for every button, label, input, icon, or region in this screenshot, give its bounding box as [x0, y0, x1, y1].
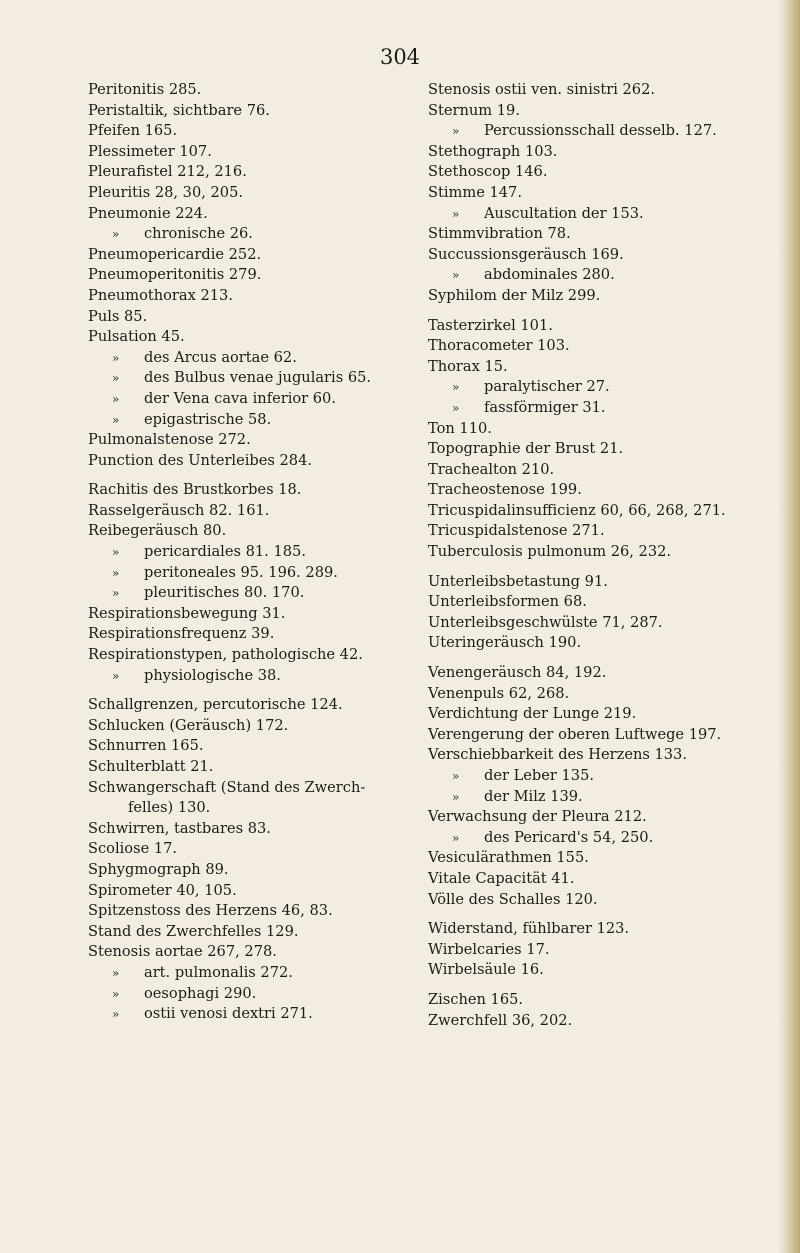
ditto-mark: » [112, 586, 120, 601]
index-entry-text: physiologische 38. [144, 666, 281, 684]
index-entry-text: Tasterzirkel 101. [428, 316, 553, 334]
index-entry [428, 286, 773, 307]
page-edge [778, 0, 800, 1253]
index-entry-text: Stand des Zwerchfelles 129. [88, 922, 299, 940]
index-entry [88, 901, 438, 922]
index-entry-text: abdominales 280. [484, 266, 615, 284]
index-entry [428, 807, 773, 828]
index-entry-text: Respirationsbewegung 31. [88, 604, 286, 622]
index-entry [88, 286, 438, 307]
index-entry [428, 940, 773, 961]
index-subentry [428, 265, 773, 286]
index-entry-text: pleuritisches 80. 170. [144, 584, 305, 602]
index-subentry [88, 583, 438, 604]
index-subentry [428, 398, 773, 419]
index-entry [88, 121, 438, 142]
index-entry-text: Reibegeräusch 80. [88, 522, 227, 540]
ditto-mark: » [452, 769, 460, 783]
index-subentry [88, 389, 438, 410]
index-entry [88, 521, 438, 542]
index-entry [428, 1011, 773, 1032]
index-entry-text: der Milz 139. [484, 787, 583, 805]
index-entry [88, 716, 438, 737]
ditto-mark: » [452, 268, 460, 283]
index-entry-text: Uteringeräusch 190. [428, 634, 582, 652]
index-entry [88, 881, 438, 902]
index-entry [428, 745, 773, 766]
ditto-mark: » [112, 668, 120, 683]
index-entry [428, 460, 773, 481]
index-entry [428, 336, 773, 357]
ditto-mark: » [452, 124, 460, 139]
index-entry [428, 869, 773, 890]
index-entry [88, 101, 438, 122]
index-entry-text: peritoneales 95. 196. 289. [144, 563, 338, 581]
ditto-mark: » [112, 965, 120, 980]
ditto-mark: » [452, 830, 460, 845]
ditto-mark: » [452, 789, 460, 804]
index-entry-text: Verschiebbarkeit des Herzens 133. [428, 746, 687, 764]
index-entry [428, 480, 773, 501]
index-entry [88, 501, 438, 522]
ditto-mark: » [112, 350, 120, 365]
index-entry-text: Scoliose 17. [88, 840, 178, 858]
index-entry [428, 633, 773, 654]
index-entry-text: Puls 85. [88, 307, 148, 325]
index-entry-text: ostii venosi dextri 271. [144, 1005, 313, 1023]
index-entry-text: der Leber 135. [484, 767, 595, 784]
index-group [88, 480, 438, 686]
index-entry-text: Unterleibsgeschwülste 71, 287. [428, 613, 663, 631]
index-entry [428, 101, 773, 122]
index-entry [428, 142, 773, 163]
index-entry [88, 778, 438, 799]
index-entry [428, 663, 773, 684]
ditto-mark: » [112, 371, 120, 386]
index-entry-text: Venenpuls 62, 268. [428, 684, 570, 702]
index-entry-text: des Arcus aortae 62. [144, 348, 297, 366]
index-group [88, 80, 438, 471]
index-entry [88, 162, 438, 183]
index-entry-text: Stenosis ostii ven. sinistri 262. [428, 81, 655, 98]
index-entry [428, 704, 773, 725]
index-group [428, 919, 773, 981]
index-entry-text: Unterleibsbetastung 91. [428, 572, 608, 590]
index-entry-text: Plessimeter 107. [88, 142, 212, 160]
index-entry [88, 695, 438, 716]
index-entry [428, 245, 773, 266]
index-entry-text: Percussionsschall desselb. 127. [484, 122, 717, 140]
index-entry-text: Peritonitis 285. [88, 81, 202, 98]
index-entry [428, 183, 773, 204]
index-entry [88, 204, 438, 225]
index-entry [88, 839, 438, 860]
index-entry [428, 592, 773, 613]
index-subentry [428, 766, 773, 787]
index-entry-text: Spirometer 40, 105. [88, 881, 237, 899]
index-entry [428, 419, 773, 440]
index-entry-text: Syphilom der Milz 299. [428, 286, 601, 304]
index-entry [428, 162, 773, 183]
index-entry-text: Thoracometer 103. [428, 337, 570, 355]
index-subentry [88, 963, 438, 984]
index-entry-text: Schnurren 165. [88, 737, 204, 755]
index-subentry [88, 1004, 438, 1025]
index-entry [428, 990, 773, 1011]
index-entry-text: Pneumonie 224. [88, 204, 208, 222]
index-subentry [428, 828, 773, 849]
index-entry-text: Rachitis des Brustkorbes 18. [88, 481, 302, 499]
index-entry [88, 451, 438, 472]
index-entry-text: felles) 130. [128, 799, 211, 817]
index-entry-text: oesophagi 290. [144, 984, 257, 1002]
index-entry [428, 80, 773, 101]
index-entry-text: Schlucken (Geräusch) 172. [88, 716, 289, 734]
index-entry-text: des Bulbus venae jugularis 65. [144, 369, 372, 387]
index-column-right [428, 80, 773, 1040]
index-entry-text: Wirbelcaries 17. [428, 940, 550, 958]
index-entry-text: Respirationsfrequenz 39. [88, 625, 275, 643]
index-entry [88, 736, 438, 757]
index-entry-text: Schwirren, tastbares 83. [88, 819, 271, 837]
index-entry-text: Pleurafistel 212, 216. [88, 163, 247, 181]
index-entry-text: Unterleibsformen 68. [428, 593, 587, 611]
index-group [428, 572, 773, 654]
index-entry-text: Pneumothorax 213. [88, 286, 233, 304]
index-subentry [428, 121, 773, 142]
index-entry [428, 613, 773, 634]
index-entry-text: Pneumopericardie 252. [88, 245, 262, 263]
index-entry-text: Sternum 19. [428, 101, 520, 119]
index-entry-text: Schallgrenzen, percutorische 124. [88, 696, 343, 714]
index-entry-text: Stimme 147. [428, 183, 522, 201]
index-entry-text: Thorax 15. [428, 357, 508, 375]
index-subentry [88, 563, 438, 584]
ditto-mark: » [452, 400, 460, 415]
index-entry [88, 624, 438, 645]
index-entry-text: Ton 110. [428, 419, 492, 437]
index-entry-text: der Vena cava inferior 60. [144, 389, 336, 407]
ditto-mark: » [112, 227, 120, 242]
index-entry [88, 265, 438, 286]
index-group [428, 663, 773, 910]
index-subentry [88, 348, 438, 369]
index-subentry [88, 666, 438, 687]
index-entry-text: Völle des Schalles 120. [428, 890, 598, 908]
ditto-mark: » [452, 206, 460, 221]
index-entry-text: Succussionsgeräusch 169. [428, 245, 624, 263]
index-entry [88, 183, 438, 204]
index-entry-text: Stenosis aortae 267, 278. [88, 943, 277, 961]
index-entry-text: Tuberculosis pulmonum 26, 232. [428, 543, 672, 561]
index-entry-text: Wirbelsäule 16. [428, 961, 544, 979]
index-entry-text: chronische 26. [144, 225, 253, 243]
index-entry-text: Vesiculärathmen 155. [428, 849, 589, 867]
index-group [428, 990, 773, 1031]
index-entry-text: Widerstand, fühlbarer 123. [428, 920, 630, 938]
index-entry-text: Pulsation 45. [88, 328, 185, 346]
index-entry-text: Trachealton 210. [428, 460, 555, 478]
index-entry-text: Peristaltik, sichtbare 76. [88, 101, 270, 119]
index-entry [88, 604, 438, 625]
index-entry-text: Stethograph 103. [428, 142, 558, 160]
index-entry-text: epigastrische 58. [144, 410, 272, 428]
ditto-mark: » [112, 545, 120, 560]
index-entry-text: Verwachsung der Pleura 212. [428, 808, 647, 826]
index-entry [88, 142, 438, 163]
index-entry [88, 80, 438, 101]
index-entry-text: fassförmiger 31. [484, 398, 606, 416]
ditto-mark: » [112, 565, 120, 580]
index-entry-continuation [88, 798, 438, 819]
index-entry [428, 521, 773, 542]
index-entry [88, 327, 438, 348]
index-subentry [88, 368, 438, 389]
index-entry [88, 922, 438, 943]
index-entry-text: Vitale Capacität 41. [428, 869, 575, 887]
index-subentry [428, 204, 773, 225]
index-entry-text: Zischen 165. [428, 990, 524, 1008]
index-entry [428, 572, 773, 593]
index-entry-text: Schwangerschaft (Stand des Zwerch- [88, 778, 366, 796]
index-entry [428, 960, 773, 981]
index-entry [88, 480, 438, 501]
index-subentry [428, 787, 773, 808]
index-group [428, 80, 773, 307]
index-entry-text: Tricuspidalstenose 271. [428, 522, 605, 540]
index-entry [428, 725, 773, 746]
index-entry-text: pericardiales 81. 185. [144, 543, 306, 561]
index-entry-text: Verdichtung der Lunge 219. [428, 705, 637, 723]
index-entry [88, 245, 438, 266]
index-group [88, 695, 438, 1025]
index-subentry [428, 377, 773, 398]
index-entry-text: Pneumoperitonitis 279. [88, 266, 262, 284]
ditto-mark: » [452, 380, 460, 395]
index-entry-text: Stethoscop 146. [428, 163, 548, 181]
index-entry-text: Tricuspidalinsufficienz 60, 66, 268, 271. [428, 501, 726, 519]
index-entry-text: Stimmvibration 78. [428, 225, 571, 243]
index-entry-text: paralytischer 27. [484, 378, 610, 396]
index-entry-text: Punction des Unterleibes 284. [88, 451, 313, 469]
index-entry [428, 439, 773, 460]
index-entry [88, 307, 438, 328]
index-entry-text: Spitzenstoss des Herzens 46, 83. [88, 902, 333, 920]
index-entry [88, 757, 438, 778]
index-entry [428, 357, 773, 378]
ditto-mark: » [112, 412, 120, 427]
index-entry [428, 919, 773, 940]
index-entry-text: Pfeifen 165. [88, 122, 178, 140]
index-entry-text: Venengeräusch 84, 192. [428, 664, 607, 682]
index-subentry [88, 984, 438, 1005]
index-entry [428, 890, 773, 911]
index-entry-text: art. pulmonalis 272. [144, 963, 293, 981]
index-entry [88, 819, 438, 840]
index-column-left [88, 80, 438, 1034]
index-entry [88, 430, 438, 451]
index-entry-text: Rasselgeräusch 82. 161. [88, 501, 270, 519]
index-entry-text: Tracheostenose 199. [428, 481, 582, 499]
index-entry-text: Respirationstypen, pathologische 42. [88, 646, 363, 664]
ditto-mark: » [112, 1007, 120, 1022]
index-entry [428, 316, 773, 337]
index-entry [88, 942, 438, 963]
index-subentry [88, 410, 438, 431]
index-entry [428, 684, 773, 705]
ditto-mark: » [112, 986, 120, 1001]
index-entry [428, 542, 773, 563]
index-group [428, 316, 773, 563]
index-subentry [88, 224, 438, 245]
index-entry-text: Auscultation der 153. [484, 204, 644, 222]
index-entry [428, 848, 773, 869]
index-entry [428, 501, 773, 522]
index-entry [88, 645, 438, 666]
index-entry [88, 860, 438, 881]
index-entry-text: Zwerchfell 36, 202. [428, 1011, 573, 1029]
index-entry-text: Sphygmograph 89. [88, 860, 229, 878]
index-entry-text: Schulterblatt 21. [88, 758, 214, 775]
index-subentry [88, 542, 438, 563]
index-entry-text: Verengerung der oberen Luftwege 197. [428, 725, 722, 743]
index-entry-text: Pulmonalstenose 272. [88, 431, 251, 449]
index-entry [428, 224, 773, 245]
index-entry-text: Pleuritis 28, 30, 205. [88, 183, 244, 201]
index-entry-text: Topographie der Brust 21. [428, 440, 624, 458]
index-entry-text: des Pericard's 54, 250. [484, 828, 654, 846]
page-number: 304 [379, 45, 421, 69]
ditto-mark: » [112, 391, 120, 406]
